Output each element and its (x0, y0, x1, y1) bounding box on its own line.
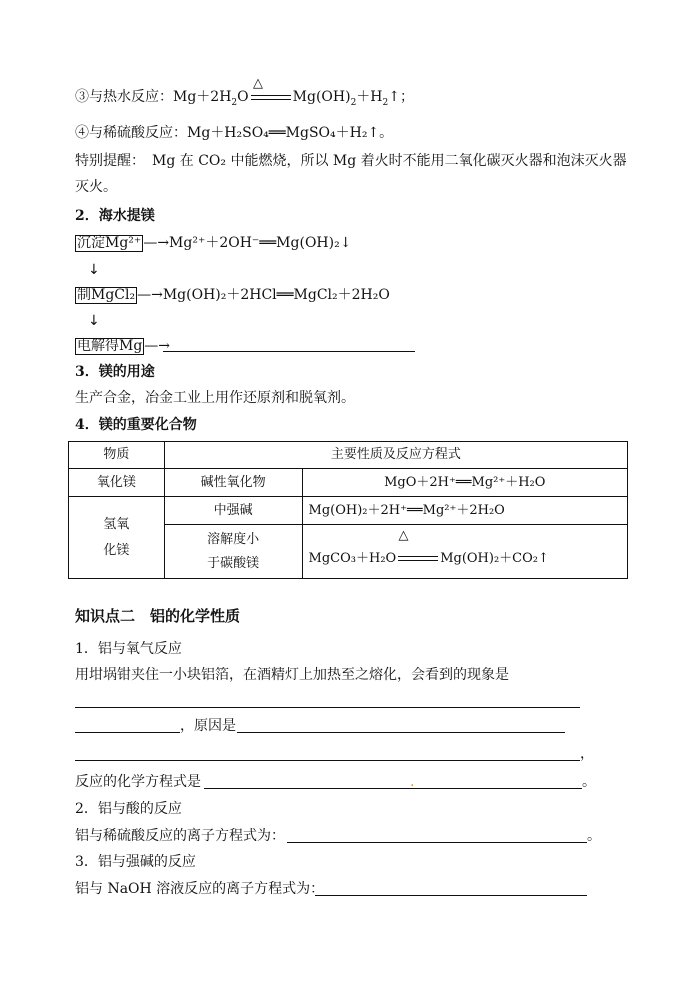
al-o2-text: 用坩埚钳夹住一小块铝箔，在酒精灯上加热至之熔化，会看到的现象是 (75, 667, 509, 683)
mgoh2-name-2: 化镁 (103, 542, 130, 558)
cell-mgo-property: 碱性氧化物 (164, 469, 302, 497)
step1-equation: —→Mg²⁺＋2OH⁻══Mg(OH)₂↓ (143, 235, 352, 251)
mgoh2-eq2-left: MgCO₃＋H₂O (308, 550, 397, 566)
item3-h2o: O (237, 89, 249, 105)
al-acid-title: 2．铝与酸的反应 (75, 801, 182, 817)
blank-al-acid-equation[interactable] (287, 842, 587, 843)
warning-line-2: 灭火。 (75, 179, 117, 195)
step2-box: 制MgCl₂ (77, 287, 136, 303)
mgoh2-name-1: 氢氧 (103, 516, 130, 532)
item3-product: Mg(OH) (292, 89, 351, 105)
item3-tail: ＋H (356, 89, 383, 105)
header-properties: 主要性质及反应方程式 (164, 442, 627, 469)
heat-symbol: △ (253, 76, 263, 91)
section2-title: 知识点二 铝的化学性质 (75, 607, 241, 625)
step1-line (75, 234, 351, 252)
cell-mgoh2-property-2 (164, 525, 302, 579)
step1-box: 沉淀Mg²⁺ (77, 235, 142, 251)
item3-line: ③与热水反应：$Mg+2H_2O$ $Mg(OH)_2+H_2↑$； (75, 89, 414, 108)
item3-end: ↑； (388, 89, 414, 105)
heading-seawater-mg: 2．海水提镁 (75, 208, 155, 224)
reason-comma: ， (580, 746, 594, 762)
al-o2-eq-label: 反应的化学方程式是 (75, 774, 201, 790)
al-base-title: 3．铝与强碱的反应 (75, 854, 196, 870)
al-o2-title: 1．铝与氧气反应 (75, 641, 182, 657)
step2-equation: —→Mg(OH)₂＋2HCl══MgCl₂＋2H₂O (137, 287, 390, 303)
al-o2-period: 。 (582, 774, 596, 790)
heading-mg-compounds: 4．镁的重要化合物 (75, 417, 197, 433)
stray-dot: . (410, 774, 415, 790)
down-arrow-1: ↓ (88, 262, 100, 278)
mgoh2-prop2-2: 于碳酸镁 (207, 555, 260, 571)
blank-al-o2-equation[interactable] (204, 788, 582, 789)
mg-compounds-table (68, 441, 628, 579)
heading-mg-uses: 3．镁的用途 (75, 364, 155, 380)
blank-reason-1[interactable] (237, 732, 565, 733)
cell-mgoh2-equation-2 (302, 525, 627, 579)
cell-mgoh2-equation-1: Mg(OH)₂＋2H⁺══Mg²⁺＋2H₂O (302, 497, 627, 525)
al-acid-period: 。 (587, 828, 601, 844)
step3-blank[interactable] (163, 351, 415, 352)
equals-sign (251, 95, 291, 100)
blank-phenomenon-2[interactable] (75, 732, 180, 733)
heat-symbol-table: △ (398, 528, 409, 543)
step3-box: 电解得Mg (77, 338, 143, 354)
cell-mgo-name: 氧化镁 (69, 469, 165, 497)
al-acid-text: 铝与稀硫酸反应的离子方程式为： (75, 828, 285, 844)
usage-text: 生产合金，冶金工业上用作还原剂和脱氧剂。 (75, 390, 355, 406)
step2-line (75, 286, 390, 304)
cell-mgoh2-property-1: 中强碱 (164, 497, 302, 525)
cell-mgoh2-name (69, 497, 165, 579)
item3-prefix: ③与热水反应：Mg＋2H (75, 89, 232, 105)
blank-reason-2[interactable] (75, 760, 580, 761)
cell-mgo-equation: MgO＋2H⁺══Mg²⁺＋H₂O (302, 469, 627, 497)
reason-label: ，原因是 (180, 718, 236, 734)
mgoh2-prop2-1: 溶解度小 (207, 531, 260, 547)
header-substance: 物质 (69, 442, 165, 469)
blank-phenomenon-1[interactable] (75, 707, 580, 708)
warning-line-1: 特别提醒： Mg 在 CO₂ 中能燃烧，所以 Mg 着火时不能用二氧化碳灭火器和泡沫灭火器 (75, 153, 627, 169)
step3-line (75, 337, 170, 355)
down-arrow-2: ↓ (88, 313, 100, 329)
step3-arrow: —→ (144, 338, 171, 354)
equals-sign-table (398, 556, 438, 561)
al-base-text: 铝与 NaOH 溶液反应的离子方程式为： (75, 881, 325, 897)
blank-al-base-equation[interactable] (315, 895, 587, 896)
mgoh2-eq2-right: Mg(OH)₂＋CO₂↑ (440, 550, 549, 566)
item4-line: ④与稀硫酸反应：Mg＋H₂SO₄══MgSO₄＋H₂↑。 (75, 125, 394, 141)
